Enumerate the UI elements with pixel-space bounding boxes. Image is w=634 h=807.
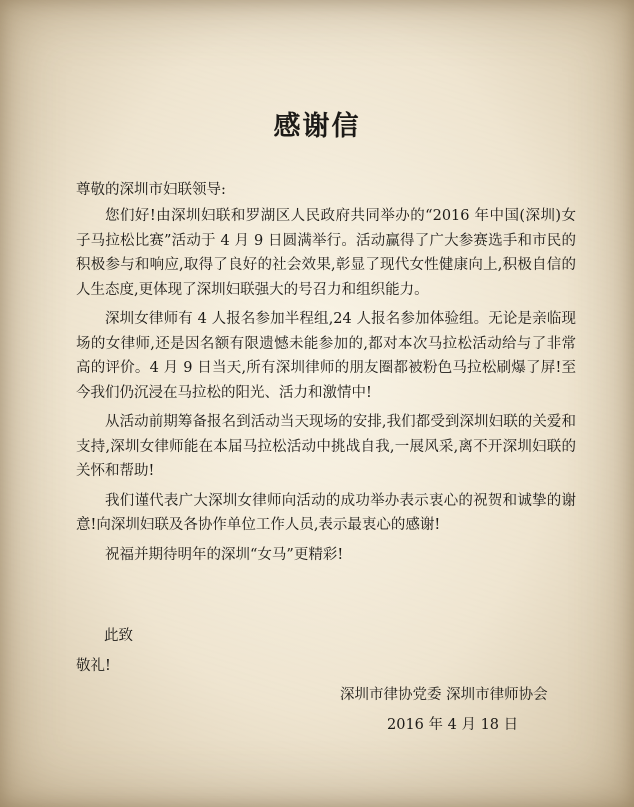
paragraph-support: 从活动前期筹备报名到活动当天现场的安排,我们都受到深圳妇联的关爱和支持,深圳女律师能在本届马拉松活动中挑战自我,一展风采,离不开深圳妇联的关怀和帮助!: [76, 414, 576, 479]
paragraph-thanks: 我们谨代表广大深圳女律师向活动的成功举办表示衷心的祝贺和诚挚的谢意!向深圳妇联及各协作单位工作人员,表示最衷心的感谢!: [76, 492, 576, 533]
letter-salutation: 尊敬的深圳市妇联领导:: [76, 182, 226, 198]
letter-body: [76, 204, 576, 572]
signature-organizations: 深圳市律协党委 深圳市律师协会: [340, 687, 548, 703]
paragraph-participation: 深圳女律师有 4 人报名参加半程组,24 人报名参加体验组。无论是亲临现场的女律师,还是因名额有限遗憾未能参加的,都对本次马拉松活动给与了非常高的评价。4 月 9 日当天,所有深圳律师的朋友圈都被粉色马拉松刷爆了屏!至今我们仍沉浸在马拉松的阳光、活力和激情中!: [76, 311, 576, 401]
paragraph-greeting: 您们好!由深圳妇联和罗湖区人民政府共同举办的“2016 年中国(深圳)女子马拉松比赛”活动于 4 月 9 日圆满举行。活动赢得了广大参赛选手和市民的积极参与和响应,取得了良好的社会效果,彰显了现代女性健康向上,积极自信的人生态度,更体现了深圳妇联强大的号召力和组织能力。: [76, 208, 576, 298]
signature-date: 2016 年 4 月 18 日: [387, 717, 519, 733]
paragraph-wishes: 祝福并期待明年的深圳“女马”更精彩!: [105, 546, 344, 563]
closing-jingli: 敬礼!: [76, 658, 111, 674]
closing-cizhi: 此致: [104, 628, 133, 644]
letter-title: 感谢信: [273, 111, 361, 142]
